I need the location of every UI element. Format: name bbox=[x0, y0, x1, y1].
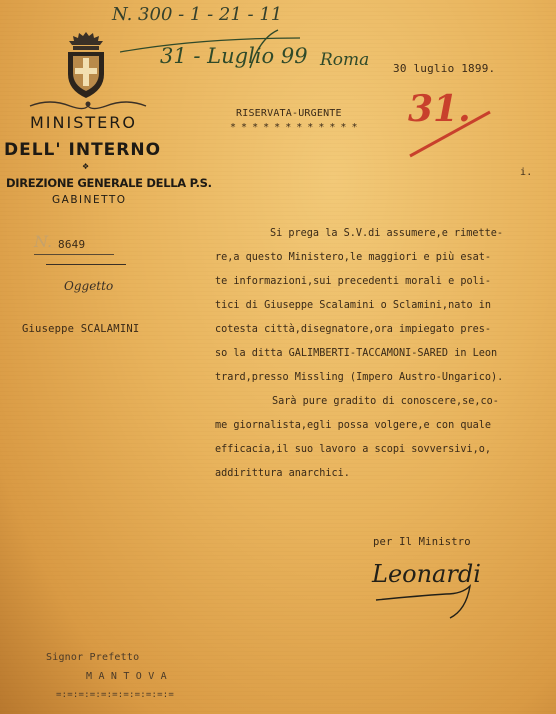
royal-crest-icon bbox=[56, 30, 116, 102]
divider-line bbox=[46, 264, 126, 265]
ministry-name-line1: MINISTERO bbox=[30, 113, 137, 132]
recipient-title: Signor Prefetto bbox=[46, 652, 140, 663]
recipient-underline: =:=:=:=:=:=:=:=:=:=:= bbox=[56, 690, 174, 700]
body-line: addirittura anarchici. bbox=[215, 468, 350, 479]
body-line: re,a questo Ministero,le maggiori e più esat- bbox=[215, 252, 492, 263]
subject-label: Oggetto bbox=[64, 279, 114, 293]
recipient-city: M A N T O V A bbox=[86, 671, 167, 682]
division-name: DIREZIONE GENERALE DELLA P.S. bbox=[6, 176, 212, 190]
letter-date: 30 luglio 1899. bbox=[393, 62, 496, 75]
classification-underline: * * * * * * * * * * * * bbox=[230, 122, 357, 133]
signature: Leonardi bbox=[372, 560, 481, 588]
received-place: Roma bbox=[320, 50, 370, 70]
signoff: per Il Ministro bbox=[373, 536, 471, 548]
red-pencil-stroke bbox=[404, 100, 494, 160]
signature-flourish bbox=[370, 580, 480, 620]
body-line: trard,presso Missling (Impero Austro-Ungarico). bbox=[215, 372, 504, 383]
handwritten-underline bbox=[120, 24, 420, 74]
number-underline bbox=[34, 254, 114, 255]
page-mark: i. bbox=[520, 167, 533, 178]
body-line: me giornalista,egli possa volgere,e con quale bbox=[215, 420, 492, 431]
number-prefix: N. bbox=[34, 232, 53, 251]
protocol-number: N. 300 - 1 - 21 - 11 bbox=[112, 4, 283, 25]
subject-value: Giuseppe SCALAMINI bbox=[22, 323, 140, 335]
document-number: 8649 bbox=[58, 238, 86, 251]
red-pencil-mark: 31. bbox=[408, 88, 471, 130]
classification: RISERVATA-URGENTE bbox=[236, 108, 342, 119]
ministry-name-line2: DELL' INTERNO bbox=[4, 140, 162, 160]
body-line: Sarà pure gradito di conoscere,se,co- bbox=[272, 396, 499, 407]
body-line: so la ditta GALIMBERTI-TACCAMONI-SARED in Leon bbox=[215, 348, 498, 359]
body-line: Si prega la S.V.di assumere,e rimette- bbox=[270, 228, 504, 239]
body-line: efficacia,il suo lavoro a scopi sovversivi,o, bbox=[215, 444, 492, 455]
body-line: te informazioni,sui precedenti morali e poli- bbox=[215, 276, 492, 287]
ornament-dot: ❖ bbox=[82, 162, 90, 171]
body-line: cotesta città,disegnatore,ora impiegato pres- bbox=[215, 324, 492, 335]
received-date: 31 - Luglio 99 bbox=[160, 44, 308, 68]
body-line: tici di Giuseppe Scalamini o Sclamini,nato in bbox=[215, 300, 492, 311]
ornament-divider bbox=[28, 98, 148, 112]
office-name: GABINETTO bbox=[52, 194, 127, 206]
